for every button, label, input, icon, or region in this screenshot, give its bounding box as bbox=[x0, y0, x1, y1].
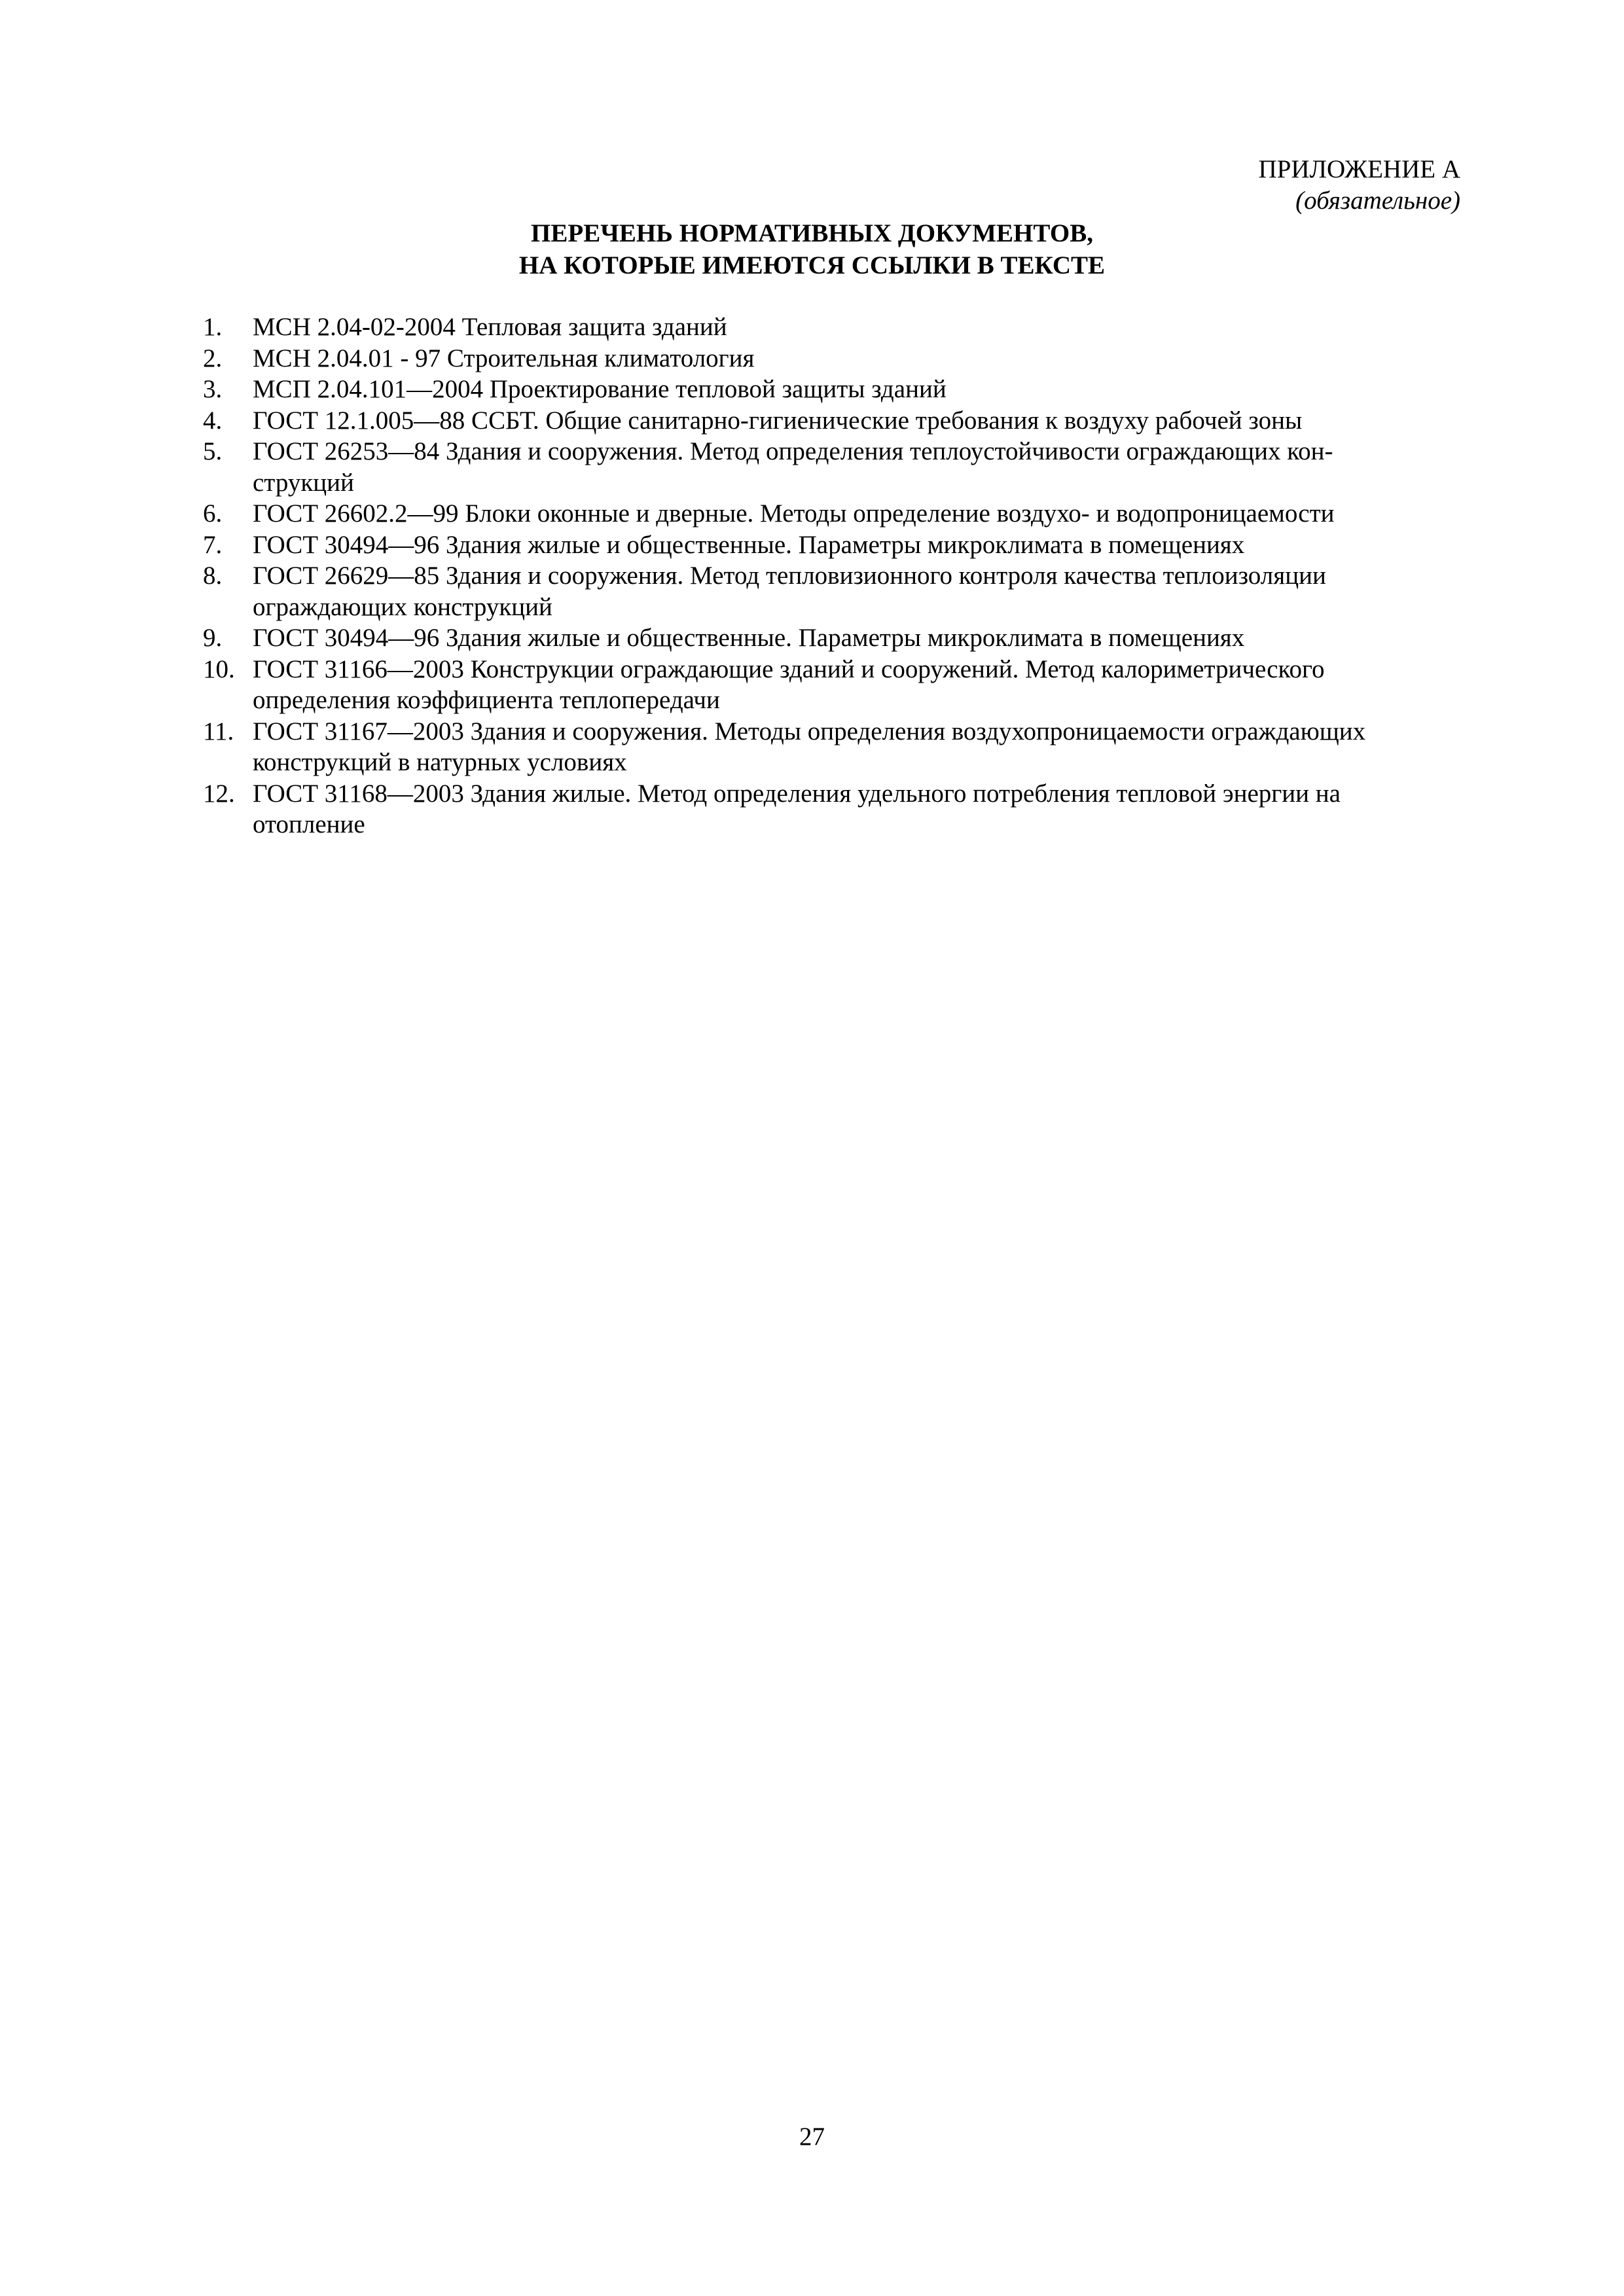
page-number: 27 bbox=[799, 2123, 825, 2151]
reference-text-line: ГОСТ 30494—96 Здания жилые и общественные. Параметры микроклимата в помещениях bbox=[253, 624, 1245, 652]
reference-item bbox=[203, 560, 1479, 622]
reference-item bbox=[203, 622, 1479, 654]
reference-item bbox=[203, 498, 1479, 529]
appendix-label: ПРИЛОЖЕНИЕ А bbox=[1258, 155, 1460, 183]
reference-text-line: ГОСТ 31167—2003 Здания и сооружения. Методы определения воздухопроницаемости ограждающих bbox=[253, 717, 1366, 745]
reference-text-line: ГОСТ 12.1.005—88 ССБТ. Общие санитарно-гигиенические требования к воздуху рабочей зоны bbox=[253, 406, 1303, 435]
reference-item bbox=[203, 343, 1479, 374]
reference-number: 1. bbox=[203, 313, 223, 341]
reference-text-line: МСП 2.04.101—2004 Проектирование тепловой защиты зданий bbox=[253, 375, 947, 403]
reference-text-line: ограждающих конструкций bbox=[253, 592, 552, 621]
reference-item bbox=[203, 436, 1479, 498]
document-title-line-2: НА КОТОРЫЕ ИМЕЮТСЯ ССЫЛКИ В ТЕКСТЕ bbox=[518, 251, 1106, 279]
reference-text-line: ГОСТ 30494—96 Здания жилые и общественные. Параметры микроклимата в помещениях bbox=[253, 530, 1245, 559]
reference-text-line: ГОСТ 31166—2003 Конструкции ограждающие зданий и сооружений. Метод калориметрического bbox=[253, 655, 1325, 683]
reference-text-line: ГОСТ 26602.2—99 Блоки оконные и дверные. Методы определение воздухо- и водопроницаемости bbox=[253, 499, 1335, 528]
reference-text-line: конструкций в натурных условиях bbox=[253, 748, 627, 776]
reference-text-line: МСН 2.04-02-2004 Тепловая защита зданий bbox=[253, 313, 727, 341]
reference-number: 6. bbox=[203, 499, 223, 528]
reference-item bbox=[203, 778, 1479, 840]
reference-item bbox=[203, 529, 1479, 561]
reference-item bbox=[203, 312, 1479, 343]
reference-number: 2. bbox=[203, 344, 223, 372]
reference-number: 5. bbox=[203, 437, 223, 465]
reference-text-line: отопление bbox=[253, 810, 365, 838]
document-title-line-1: ПЕРЕЧЕНЬ НОРМАТИВНЫХ ДОКУМЕНТОВ, bbox=[531, 219, 1093, 247]
reference-number: 7. bbox=[203, 530, 223, 559]
reference-number: 8. bbox=[203, 562, 223, 590]
appendix-note: (обязательное) bbox=[1295, 187, 1460, 215]
reference-number: 9. bbox=[203, 624, 223, 652]
reference-text-line: МСН 2.04.01 - 97 Строительная климатология bbox=[253, 344, 755, 372]
references-list bbox=[203, 312, 1479, 840]
reference-number: 4. bbox=[203, 406, 223, 435]
reference-item bbox=[203, 654, 1479, 716]
reference-text-line: струкций bbox=[253, 468, 354, 497]
reference-text-line: ГОСТ 26629—85 Здания и сооружения. Метод тепловизионного контроля качества теплоизоляции bbox=[253, 562, 1326, 590]
reference-text-line: ГОСТ 26253—84 Здания и сооружения. Метод определения теплоустойчивости ограждающих кон- bbox=[253, 437, 1333, 465]
reference-text-line: ГОСТ 31168—2003 Здания жилые. Метод определения удельного потребления тепловой энергии на bbox=[253, 779, 1341, 808]
reference-number: 11. bbox=[203, 717, 234, 745]
reference-item bbox=[203, 716, 1479, 778]
reference-number: 12. bbox=[203, 779, 235, 808]
reference-number: 10. bbox=[203, 655, 235, 683]
reference-item bbox=[203, 405, 1479, 437]
reference-number: 3. bbox=[203, 375, 223, 403]
reference-text-line: определения коэффициента теплопередачи bbox=[253, 686, 720, 714]
reference-item bbox=[203, 374, 1479, 405]
